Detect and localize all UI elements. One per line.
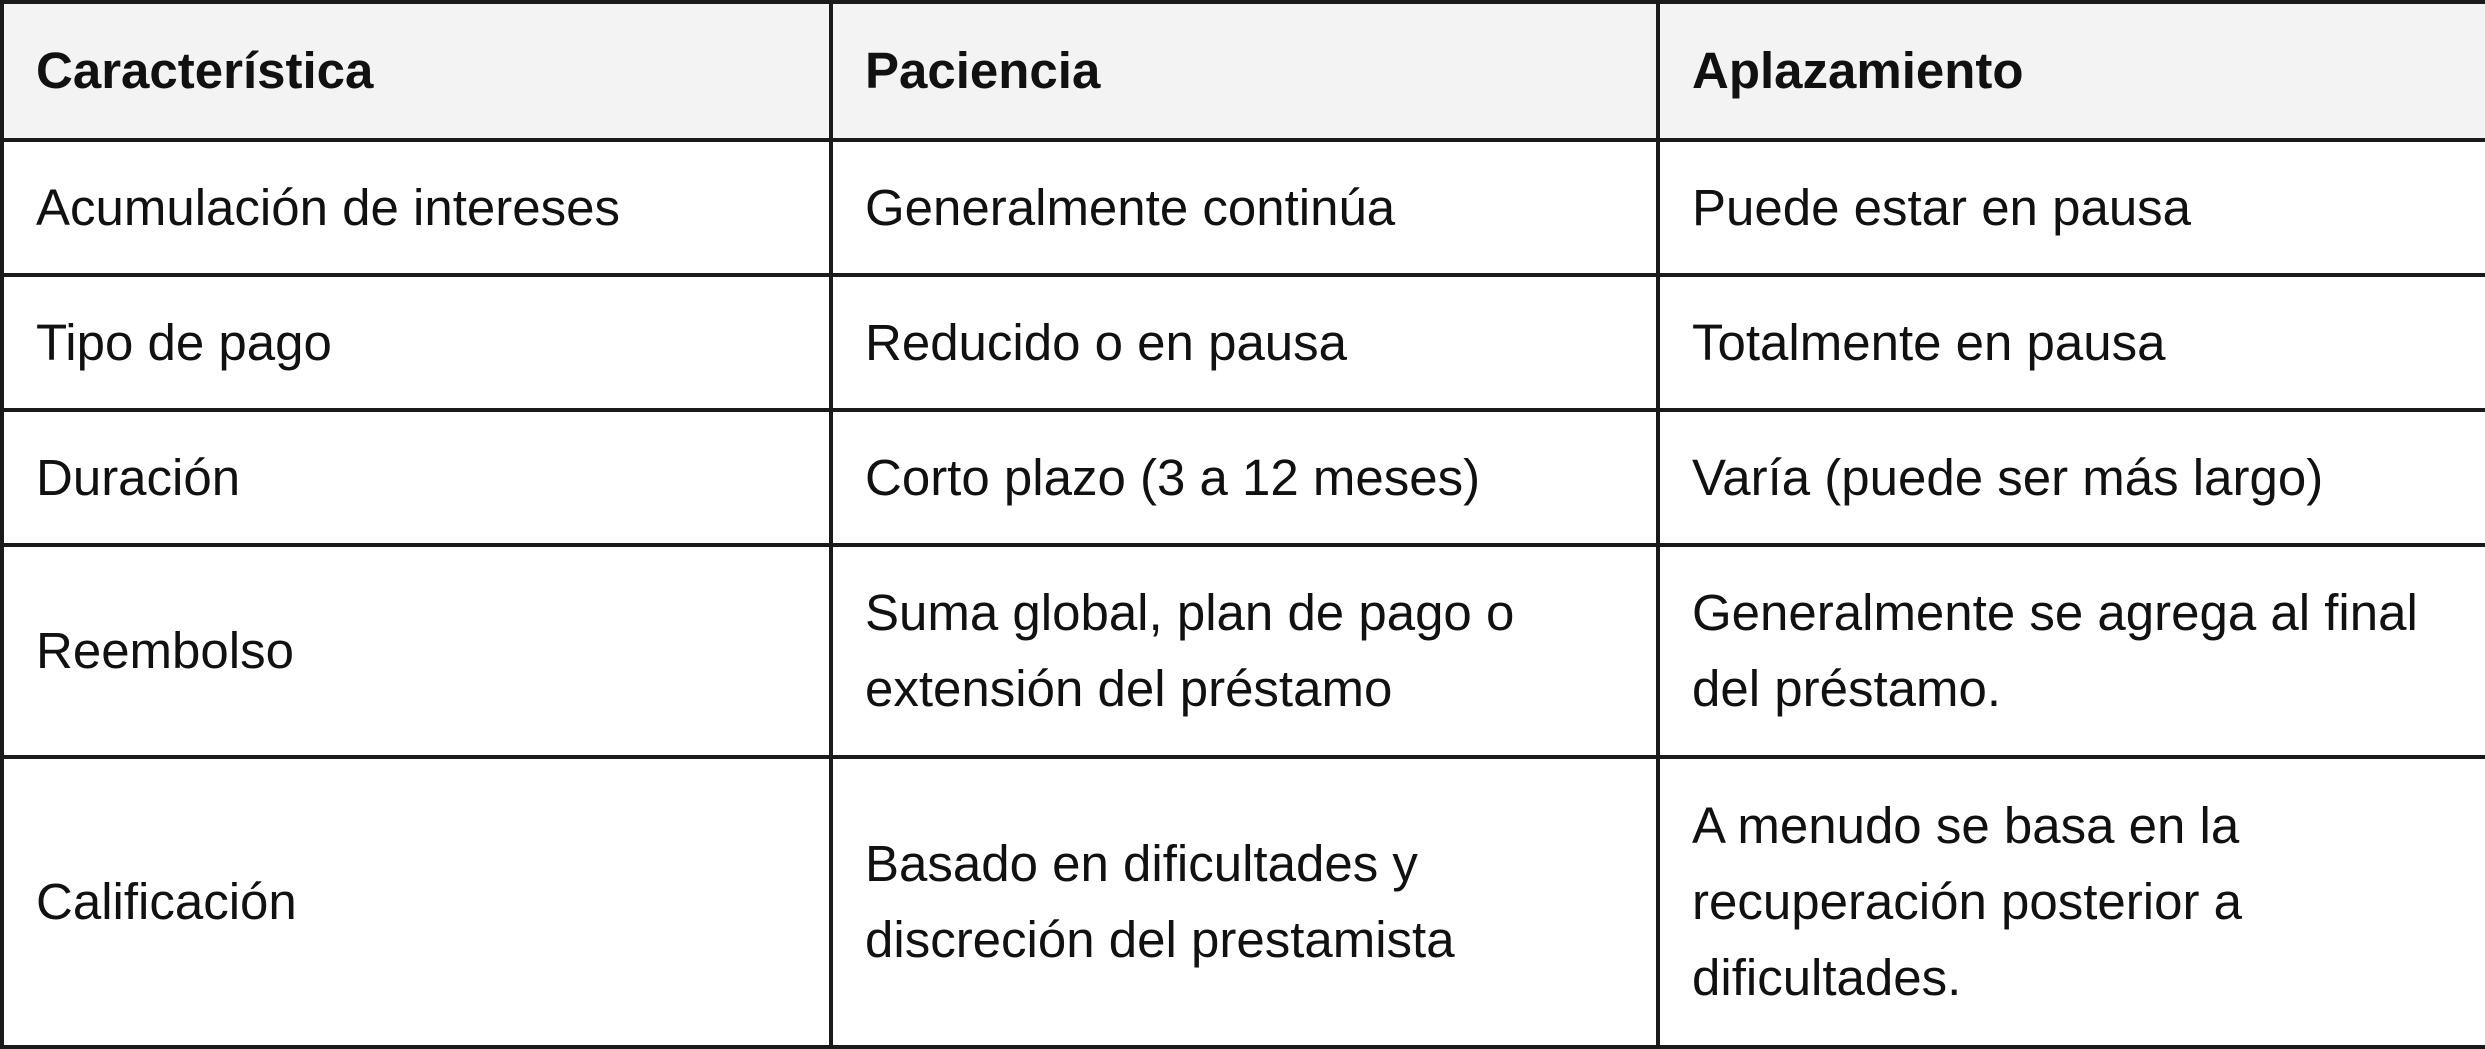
header-cell-caracteristica: Característica bbox=[2, 2, 831, 140]
row-label-cell: Tipo de pago bbox=[2, 275, 831, 410]
table-row bbox=[2, 275, 2485, 410]
table-row bbox=[2, 410, 2485, 545]
aplazamiento-cell: Puede estar en pausa bbox=[1658, 140, 2485, 275]
row-label-cell: Reembolso bbox=[2, 545, 831, 757]
header-cell-aplazamiento: Aplazamiento bbox=[1658, 2, 2485, 140]
table-row bbox=[2, 545, 2485, 757]
table-row bbox=[2, 757, 2485, 1047]
header-cell-paciencia: Paciencia bbox=[831, 2, 1658, 140]
aplazamiento-cell: Generalmente se agrega al final del préstamo. bbox=[1658, 545, 2485, 757]
row-label-cell: Acumulación de intereses bbox=[2, 140, 831, 275]
row-label-cell: Duración bbox=[2, 410, 831, 545]
paciencia-cell: Basado en dificultades y discreción del prestamista bbox=[831, 757, 1658, 1047]
paciencia-cell: Reducido o en pausa bbox=[831, 275, 1658, 410]
paciencia-cell: Generalmente continúa bbox=[831, 140, 1658, 275]
paciencia-cell: Corto plazo (3 a 12 meses) bbox=[831, 410, 1658, 545]
aplazamiento-cell: Totalmente en pausa bbox=[1658, 275, 2485, 410]
row-label-cell: Calificación bbox=[2, 757, 831, 1047]
aplazamiento-cell: A menudo se basa en la recuperación posterior a dificultades. bbox=[1658, 757, 2485, 1047]
aplazamiento-cell: Varía (puede ser más largo) bbox=[1658, 410, 2485, 545]
table-row bbox=[2, 140, 2485, 275]
table-header-row bbox=[2, 2, 2485, 140]
paciencia-cell: Suma global, plan de pago o extensión del préstamo bbox=[831, 545, 1658, 757]
